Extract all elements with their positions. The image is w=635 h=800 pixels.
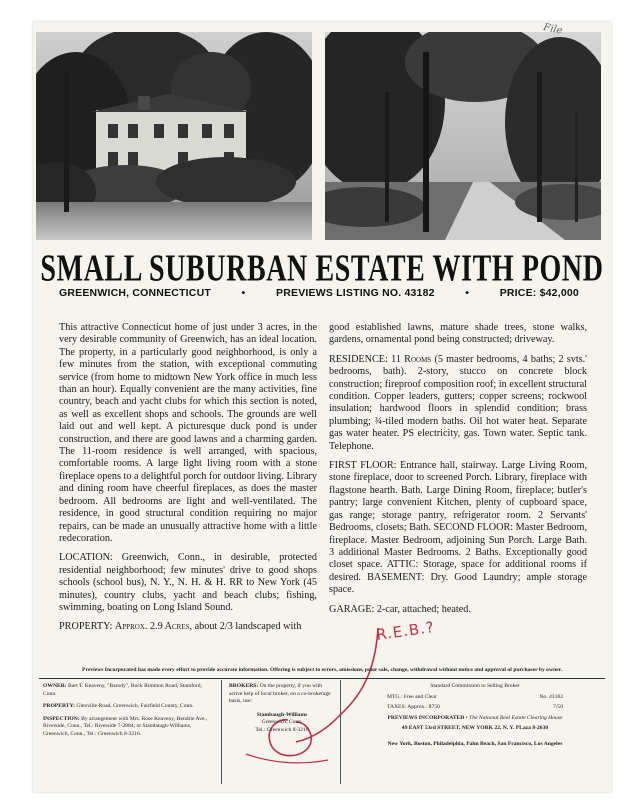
inspection-text: By arrangement with Mrs. Rose Keaveny, Hendrie Ave., Riverside, Conn., Tel.: Riverside 7-2884; or Stambaugh-Williams, Greenwich, Conn., Tel.: Greenwich 8-3216.: [43, 715, 208, 737]
handwritten-note: File: [542, 21, 564, 37]
bullet-separator: •: [465, 714, 470, 721]
listing-number: PREVIEWS LISTING NO. 43182: [276, 287, 435, 299]
property-label: PROPERTY:: [59, 621, 113, 633]
previews-line: [347, 715, 603, 723]
brokers-text: On the property, if you with active help of local broker, on a co-brokerage basis, use:: [229, 683, 331, 705]
property-continued: good established lawns, mature shade trees, stone walks, gardens, ornamental pond being constructed; driveway.: [329, 322, 587, 346]
location-text: Greenwich, Conn., in desirable, protected residential neighborhood; few minutes' drive to good shops schools (school bus), N. Y., N. H. & H. RR to New York (45 minutes), country clubs, yacht and beach clubs; fishing, swimming, boating on Long Island Sound.: [59, 552, 317, 613]
disclaimer: Previews Incorporated has made every effort to provide accurate information. Offering is subject to errors, omissions, prior sale, change, withdrawal without notice and approval of purchaser by owner.: [82, 667, 562, 673]
listing-no: No. 43182: [539, 693, 563, 700]
residence-paragraph: [329, 354, 587, 453]
inspection-block: [43, 716, 213, 739]
brokers-label: BROKERS:: [229, 683, 259, 689]
location-label: LOCATION:: [59, 552, 113, 564]
footer-property-label: PROPERTY:: [43, 703, 75, 710]
right-column: [329, 322, 587, 623]
residence-rooms: 11 Rooms: [391, 353, 432, 365]
garage-paragraph: GARAGE: 2-car, attached; heated.: [329, 603, 471, 615]
mtg-row: [347, 694, 603, 702]
commission: Standard Commission to Selling Broker: [430, 683, 520, 689]
listing-sheet: [33, 22, 611, 792]
location-heading: GREENWICH, CONNECTICUT: [59, 287, 211, 299]
property-acreage: Approx. 2.9 Acres,: [114, 621, 193, 633]
bullet-separator: •: [465, 287, 470, 299]
house-photo: [36, 32, 312, 240]
driveway-photo-image: [325, 32, 601, 240]
company-address: 49 EAST 53rd STREET, NEW YORK 22, N. Y. PLaza 8-2630: [401, 725, 549, 732]
broker-name: Stambaugh-Williams: [256, 711, 308, 718]
left-column: [59, 322, 317, 641]
house-photo-image: [36, 32, 312, 240]
taxes: TAXES: Approx.: $750: [387, 704, 440, 711]
floors-paragraph: FIRST FLOOR: Entrance hall, stairway. Large Living Room, stone fireplace, door to screened Porch. Library, fireplace with flagstone hearth. Bath. Large Dining Room, fireplace; butler's pantry; large convenient Kitchen, plenty of cupboard space, gas range; storage pantry, refrigerator room. 2 Servants' Bedrooms, closets; Bath. SECOND FLOOR: Master Bedroom, fireplace. Master Bedroom, adjoining Sun Porch. Large Bath. 3 additional Master Bedrooms. 2 Baths. Exceptionally good closet space. ATTIC: Storage, space for additional rooms if desired. BASEMENT: Dry. Good Laundry; ample storage space.: [329, 460, 587, 596]
mortgage: MTG.: Free and Clear: [387, 693, 437, 700]
company-name: PREVIEWS INCORPORATED: [387, 714, 465, 721]
price: PRICE: $42,000: [499, 287, 579, 299]
property-text: about 2/3 landscaped with: [194, 621, 302, 633]
company-tagline: The National Real Estate Clearing House: [469, 714, 563, 721]
broker-city: Greenwich, Conn.: [261, 719, 303, 726]
driveway-photo: [325, 32, 601, 240]
location-paragraph: [59, 552, 317, 614]
taxes-row: [347, 704, 603, 712]
footer-property-text: Glenville Road, Greenwich, Fairfield County, Conn.: [76, 703, 194, 710]
footer-divider: [39, 678, 605, 679]
footer-column-divider: [221, 680, 222, 784]
inspection-label: INSPECTION:: [43, 715, 80, 722]
property-paragraph: [59, 621, 317, 633]
listing-office-info: [347, 683, 603, 752]
owner-text: Bart T. Keaveny, "Barody", Rock Rimmon Road, Stamford, Conn.: [43, 683, 202, 697]
footer-column-divider: [340, 680, 341, 784]
office-cities: New York, Boston, Philadelphia, Palm Beach, San Francisco, Los Angeles: [387, 740, 563, 747]
broker-contact: [229, 712, 335, 735]
residence-label: RESIDENCE:: [329, 353, 388, 365]
brokers-block: [229, 683, 335, 706]
broker-info: [229, 683, 335, 741]
residence-text: (5 master bedrooms, 4 baths; 2 svts.' bedrooms, bath). 2-story, stucco on concrete block construction; fireproof composition roof; in excellent structural condition. Copper leaders, gutters; copper screens; rockwool insulation; hardwood floors in splendid condition; brass plumbing; ¾-tiled modern baths. Oil hot water heat. Separate gas water heater. PS electricity, gas. Town water. Septic tank. Telephone.: [329, 353, 588, 452]
property-block: [43, 703, 213, 711]
page-title: SMALL SUBURBAN ESTATE WITH POND: [40, 248, 604, 290]
owner-info: [43, 683, 213, 744]
owner-block: [43, 683, 213, 698]
intro-paragraph: This attractive Connecticut home of just under 3 acres, in the very desirable community of Greenwich, has an ideal location. The property, in a particularly good neighborhood, is only a few minutes from the station, with exceptional commuting service (from home to midtown New York office in much less than an hour). Equally convenient are the many activities, fine country, beach and yacht clubs for which this section is noted, as well as excellent shops and schools. The grounds are well laid out and well kept. A picturesque duck pond is under construction, and there are good lawns and a charming garden. The 11-room residence is well arranged, with spacious, comfortable rooms. A large light living room with a stone fireplace opens to a delightful porch for outdoor living. Library and dining room have cheerful fireplaces, as does the master bedroom. All bedrooms are light and well-ventilated. The residence, in good structural condition requiring no major repairs, can be made an unusually attractive home with a little redecoration.: [59, 322, 318, 544]
listing-date: 7/50: [553, 704, 563, 711]
listing-subheader: [59, 287, 579, 299]
bullet-separator: •: [241, 287, 246, 299]
broker-tel: Tel.: Greenwich 8-3216: [255, 726, 309, 733]
handwritten-initials: R.E.B.?: [375, 617, 436, 645]
owner-label: OWNER:: [43, 683, 67, 689]
